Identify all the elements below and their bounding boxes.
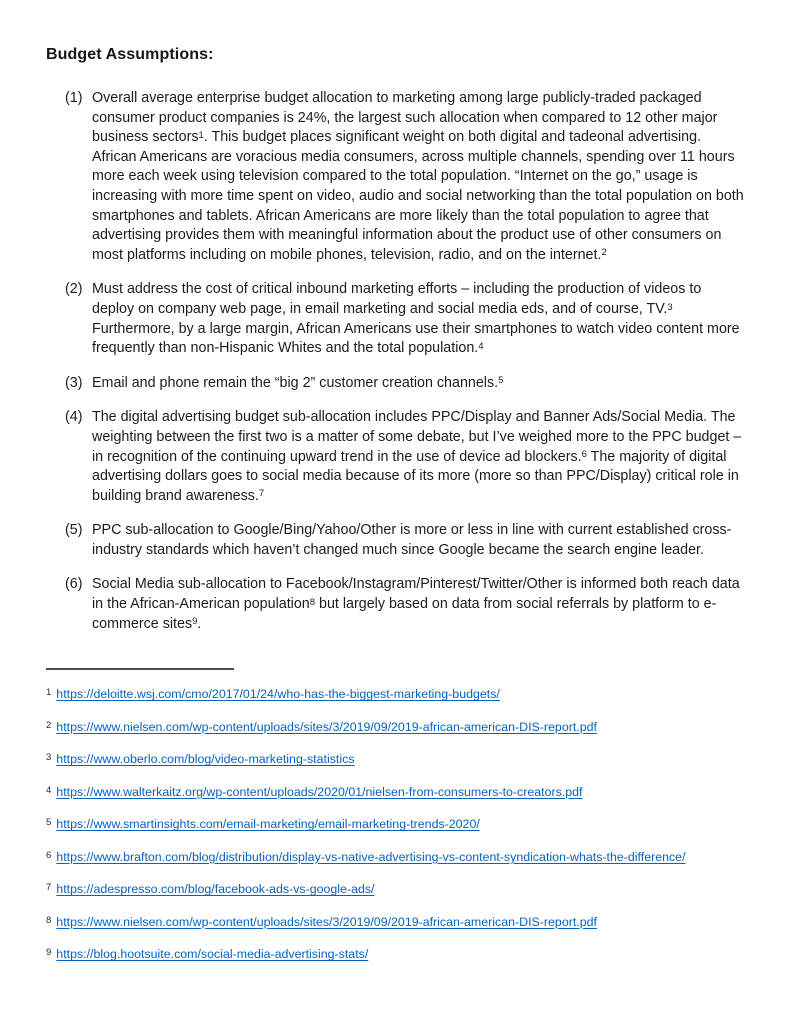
footnote-ref-7: 7 (258, 488, 265, 500)
item-number: (6) (65, 576, 83, 593)
footnote-number: 6 (46, 849, 52, 861)
footnote-number: 3 (46, 752, 52, 764)
item-text: Email and phone remain the “big 2” customer creation channels.$^5$ (92, 374, 504, 391)
footnote-number: 8 (46, 914, 52, 926)
assumption-item-4 (65, 408, 746, 506)
assumption-item-3 (65, 374, 746, 394)
footnote-ref-6: 6 (581, 449, 587, 461)
footnote-ref-9: 9 (192, 616, 198, 628)
footnote-4 (46, 785, 746, 800)
footnote-9 (46, 947, 746, 962)
footnote-2 (46, 720, 746, 735)
footnote-7 (46, 882, 746, 897)
item-text: Must address the cost of critical inbound marketing efforts – including the production of videos to deploy on company web page, in email marketing and social media eds, and of course, TV.$^3$ Furthermore, by a large margin, African Americans use their smartphones to watch video content more frequently than non-Hispanic Whites and the total population.$^4$ (92, 281, 740, 357)
footnote-link[interactable]: https://www.nielsen.com/wp-content/uploads/sites/3/2019/09/2019-african-american-DIS-report.pdf (56, 914, 597, 929)
footnote-link[interactable]: https://www.nielsen.com/wp-content/uploads/sites/3/2019/09/2019-african-american-DIS-report.pdf (56, 719, 597, 734)
footnote-separator (46, 668, 234, 670)
page-title: Budget Assumptions: (46, 46, 214, 63)
assumption-list (46, 89, 746, 634)
footnote-link[interactable]: https://www.smartinsights.com/email-marketing/email-marketing-trends-2020/ (56, 817, 480, 832)
assumption-item-6 (65, 575, 746, 634)
item-number: (3) (65, 374, 83, 391)
footnote-ref-2: 2 (601, 247, 607, 259)
item-text: Social Media sub-allocation to Facebook/Instagram/Pinterest/Twitter/Other is informed both reach data in the African-American population$^8$ but largely based on data from social referrals by platform to e-commerce sites$^9$. (92, 576, 740, 632)
footnote-number: 2 (46, 719, 52, 731)
footnote-ref-4: 4 (478, 340, 484, 352)
footnote-3 (46, 752, 746, 767)
assumption-item-5 (65, 521, 746, 560)
footnote-link[interactable]: https://deloitte.wsj.com/cmo/2017/01/24/who-has-the-biggest-marketing-budgets/ (56, 687, 500, 702)
item-number: (1) (65, 90, 83, 106)
footnote-link[interactable]: https://www.brafton.com/blog/distribution/display-vs-native-advertising-vs-content-syndication-whats-the-difference/ (56, 849, 686, 864)
footnote-number: 9 (46, 947, 52, 959)
footnote-ref-8: 8 (309, 596, 316, 608)
item-number: (2) (65, 281, 83, 298)
assumption-item-1 (65, 89, 746, 265)
footnote-number: 7 (46, 882, 52, 894)
footnote-1 (46, 687, 746, 702)
item-text: PPC sub-allocation to Google/Bing/Yahoo/Other is more or less in line with current established cross-industry standards which haven’t changed much since Google became the search engine leader. (92, 522, 732, 558)
item-number: (4) (65, 409, 83, 426)
footnote-5 (46, 817, 746, 832)
footnote-link[interactable]: https://blog.hootsuite.com/social-media-advertising-stats/ (56, 947, 369, 962)
footnote-number: 1 (46, 687, 52, 699)
assumption-item-2 (65, 280, 746, 358)
footnote-ref-1: 1 (198, 129, 204, 141)
footnote-link[interactable]: https://www.walterkaitz.org/wp-content/uploads/2020/01/nielsen-from-consumers-to-creators.pdf (56, 784, 583, 799)
footnote-number: 4 (46, 784, 52, 796)
footnote-8 (46, 915, 746, 930)
footnote-number: 5 (46, 817, 52, 829)
footnote-ref-3: 3 (667, 301, 673, 313)
item-number: (5) (65, 522, 83, 539)
footnote-list (46, 687, 746, 962)
item-text: The digital advertising budget sub-allocation includes PPC/Display and Banner Ads/Social Media. The weighting between the first two is a matter of some debate, but I’ve weighed more to the PPC budget – in recognition of the continuing upward trend in the use of device ad blockers.$^6$ The majority of digital advertising dollars goes to social media because of its more (more so than PPC/Display) critical role in building brand awareness.$^7$ (92, 409, 742, 504)
footnote-link[interactable]: https://www.oberlo.com/blog/video-marketing-statistics (56, 752, 355, 767)
footnote-link[interactable]: https://adespresso.com/blog/facebook-ads-vs-google-ads/ (56, 882, 375, 897)
footnote-ref-5: 5 (498, 375, 504, 387)
item-text: Overall average enterprise budget allocation to marketing among large publicly-traded packaged consumer product companies is 24%, the largest such allocation when compared to 12 other major business sectors$^1$. This budget places significant weight on both digital and tadeonal advertising. African Americans are voracious media consumers, across multiple channels, spending over 11 hours more each week using television compared to the total population. “Internet on the go,” usage is increasing with more time spent on video, audio and social networking than the total population on both smartphones and tablets. African Americans are more likely than the total population to agree that advertising provides them with meaningful information about the product use of other consumers on most platforms including on mobile phones, television, radio, and on the internet.$^2$ (92, 90, 744, 263)
footnote-6 (46, 850, 746, 865)
